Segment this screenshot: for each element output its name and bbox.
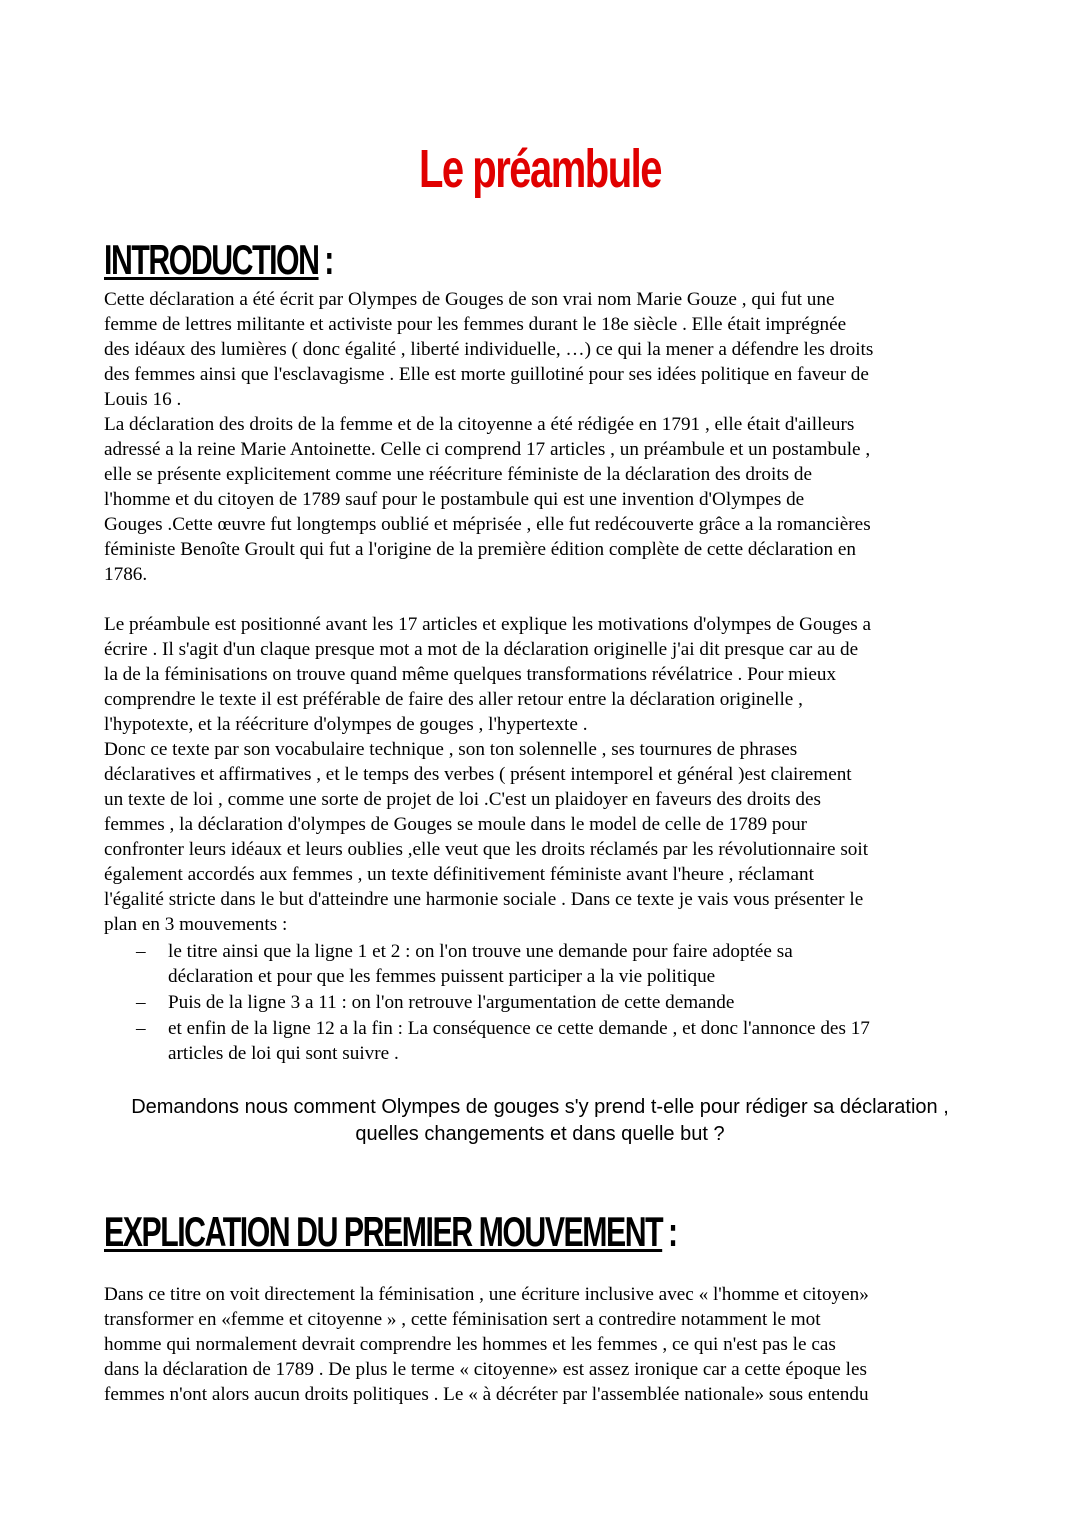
text-line: Dans ce titre on voit directement la féminisation , une écriture inclusive avec « l'homme et citoyen» (104, 1284, 869, 1305)
explication-paragraph (104, 1282, 984, 1407)
text-line: l'hypotexte, et la réécriture d'olympes de gouges , l'hypertexte . (104, 714, 588, 735)
text-line: la de la féminisations on trouve quand même quelques transformations révélatrice . Pour mieux (104, 664, 837, 685)
plan-item-line: déclaration et pour que les femmes puissent participer a la vie politique (168, 966, 716, 987)
introduction-heading-colon: : (324, 236, 333, 283)
question-line: Demandons nous comment Olympes de gouges s'y prend t-elle pour rédiger sa déclaration , (131, 1096, 949, 1118)
introduction-paragraph-2 (104, 612, 984, 937)
introduction-paragraph-1 (104, 287, 984, 587)
bullet-dash-icon: – (136, 941, 146, 962)
text-line: dans la déclaration de 1789 . De plus le terme « citoyenne» est assez ironique car a cette époque les (104, 1359, 867, 1380)
text-line: Gouges .Cette œuvre fut longtemps oublié et méprisée , elle fut redécouverte grâce a la romancières (104, 514, 871, 535)
explication-heading-text: EXPLICATION DU PREMIER MOUVEMENT (104, 1208, 663, 1255)
text-line: La déclaration des droits de la femme et de la citoyenne a été rédigée en 1791 , elle était d'ailleurs (104, 414, 855, 435)
page-title: Le préambule (418, 139, 662, 199)
plan-list-item (104, 990, 984, 1015)
text-line: femmes n'ont alors aucun droits politiques . Le « à décréter par l'assemblée nationale» sous entendu (104, 1384, 869, 1405)
text-line: plan en 3 mouvements : (104, 914, 288, 935)
plan-list (104, 939, 984, 1067)
text-line: confronter leurs idéaux et leurs oublies ,elle veut que les droits réclamés par les révolutionnaire soit (104, 839, 869, 860)
bullet-dash-icon: – (136, 1018, 146, 1039)
text-line: écrire . Il s'agit d'un claque presque mot a mot de la déclaration originelle j'ai dit presque car au de (104, 639, 859, 660)
plan-item-line: Puis de la ligne 3 a 11 : on l'on retrouve l'argumentation de cette demande (168, 992, 735, 1013)
plan-list-item (104, 1016, 984, 1066)
introduction-heading (104, 236, 333, 284)
text-line: Cette déclaration a été écrit par Olympes de Gouges de son vrai nom Marie Gouze , qui fut une (104, 289, 835, 310)
explication-heading (104, 1208, 677, 1256)
text-line: Donc ce texte par son vocabulaire technique , son ton solennelle , ses tournures de phrases (104, 739, 798, 760)
text-line: adressé a la reine Marie Antoinette. Celle ci comprend 17 articles , un préambule et un postambule , (104, 439, 871, 460)
text-line: des femmes ainsi que l'esclavagisme . Elle est morte guillotiné pour ses idées politique en faveur de (104, 364, 869, 385)
text-line: l'homme et du citoyen de 1789 sauf pour le postambule qui est une invention d'Olympes de (104, 489, 805, 510)
text-line: 1786. (104, 564, 148, 585)
text-line: femme de lettres militante et activiste pour les femmes durant le 18e siècle . Elle était imprégnée (104, 314, 847, 335)
introduction-heading-text: INTRODUCTION (104, 236, 319, 283)
text-line: comprendre le texte il est préférable de faire des aller retour entre la déclaration originelle , (104, 689, 803, 710)
problematique-question (0, 1094, 1080, 1148)
text-line: elle se présente explicitement comme une réécriture féministe de la déclaration des droits de (104, 464, 813, 485)
question-line: quelles changements et dans quelle but ? (355, 1123, 725, 1145)
text-line: déclaratives et affirmatives , et le temps des verbes ( présent intemporel et général )est clairement (104, 764, 852, 785)
bullet-dash-icon: – (136, 992, 146, 1013)
text-line: femmes , la déclaration d'olympes de Gouges se moule dans le model de celle de 1789 pour (104, 814, 808, 835)
plan-item-line: et enfin de la ligne 12 a la fin : La conséquence ce cette demande , et donc l'annonce des 17 (168, 1018, 870, 1039)
text-line: transformer en «femme et citoyenne » , cette féminisation sert a contredire notamment le mot (104, 1309, 821, 1330)
text-line: également accordés aux femmes , un texte définitivement féministe avant l'heure , réclamant (104, 864, 814, 885)
plan-list-item (104, 939, 984, 989)
text-line: un texte de loi , comme une sorte de projet de loi .C'est un plaidoyer en faveurs des droits des (104, 789, 821, 810)
text-line: homme qui normalement devrait comprendre les hommes et les femmes , ce qui n'est pas le cas (104, 1334, 836, 1355)
plan-item-line: articles de loi qui sont suivre . (168, 1043, 399, 1064)
text-line: des idéaux des lumières ( donc égalité , liberté individuelle, …) ce qui la mener a défendre les droits (104, 339, 874, 360)
explication-heading-colon: : (667, 1208, 677, 1255)
text-line: l'égalité stricte dans le but d'atteindre une harmonie sociale . Dans ce texte je vais vous présenter le (104, 889, 864, 910)
text-line: Louis 16 . (104, 389, 182, 410)
text-line: Le préambule est positionné avant les 17 articles et explique les motivations d'olympes de Gouges a (104, 614, 872, 635)
plan-item-line: le titre ainsi que la ligne 1 et 2 : on l'on trouve une demande pour faire adoptée sa (168, 941, 793, 962)
text-line: féministe Benoîte Groult qui fut a l'origine de la première édition complète de cette déclaration en (104, 539, 857, 560)
